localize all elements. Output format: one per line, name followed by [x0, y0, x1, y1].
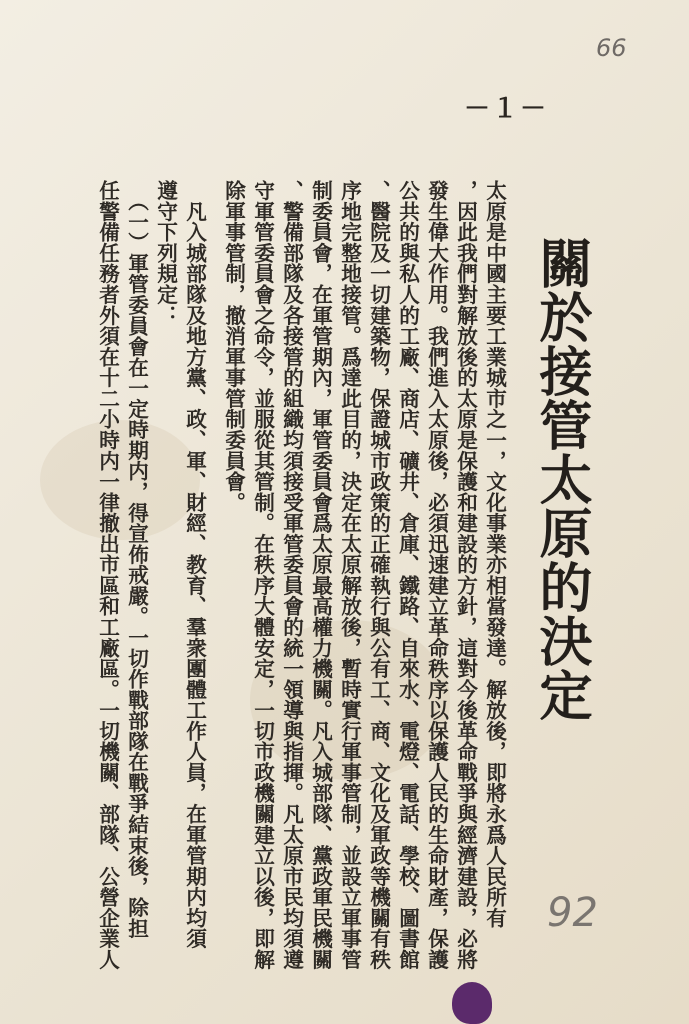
ink-blot: [452, 982, 492, 1024]
body-column: 序地完整地接管。爲達此目的，決定在太原解放後，暫時實行軍事管制，並設立軍事管: [337, 180, 362, 970]
handwritten-mark-top: 66: [596, 34, 627, 62]
body-column: 除軍事管制，撤消軍事管制委員會。: [221, 180, 246, 513]
body-column: （一）軍管委員會在一定時期内，得宣佈戒嚴。一切作戰部隊在戰爭結束後，除担: [124, 180, 149, 939]
document-title: 關於接管太原的決定: [531, 236, 593, 722]
body-column: 任警備任務者外須在十二小時内一律撤出市區和工廠區。一切機關、部隊、公營企業人: [95, 180, 120, 970]
handwritten-mark-bottom: 92: [547, 890, 598, 936]
body-column: 、警備部隊及各接管的組織均須接受軍管委員會的統一領導與指揮。凡太原市民均須遵: [279, 180, 304, 970]
page-number: －１－: [464, 94, 549, 124]
body-column: 制委員會，在軍管期內，軍管委員會爲太原最高權力機關。凡入城部隊、黨政軍民機關: [308, 180, 333, 970]
body-column: 守軍管委員會之命令，並服從其管制。在秩序大體安定，一切市政機關建立以後，即解: [250, 180, 275, 970]
body-column: 公共的與私人的工廠、商店、礦井、倉庫、鐵路、自來水、電燈、電話、學校、圖書館: [395, 180, 420, 970]
body-column: 發生偉大作用。我們進入太原後，必須迅速建立革命秩序以保護人民的生命財產，保護: [424, 180, 449, 970]
body-column: 凡入城部隊及地方黨、政、軍、財經、教育、羣衆團體工作人員，在軍管期内均須: [182, 180, 207, 949]
body-column: 太原是中國主要工業城市之一，文化事業亦相當發達。解放後，即將永爲人民所有: [482, 180, 507, 929]
body-column: ，因此我們對解放後的太原是保護和建設的方針，這對今後革命戰爭與經濟建設，必將: [453, 180, 478, 970]
body-column: 、醫院及一切建築物，保證城市政策的正確執行與公有工、商、文化及軍政等機關有秩: [366, 180, 391, 970]
paper-stain: [40, 420, 200, 540]
body-column: 遵守下列規定：: [153, 180, 178, 326]
